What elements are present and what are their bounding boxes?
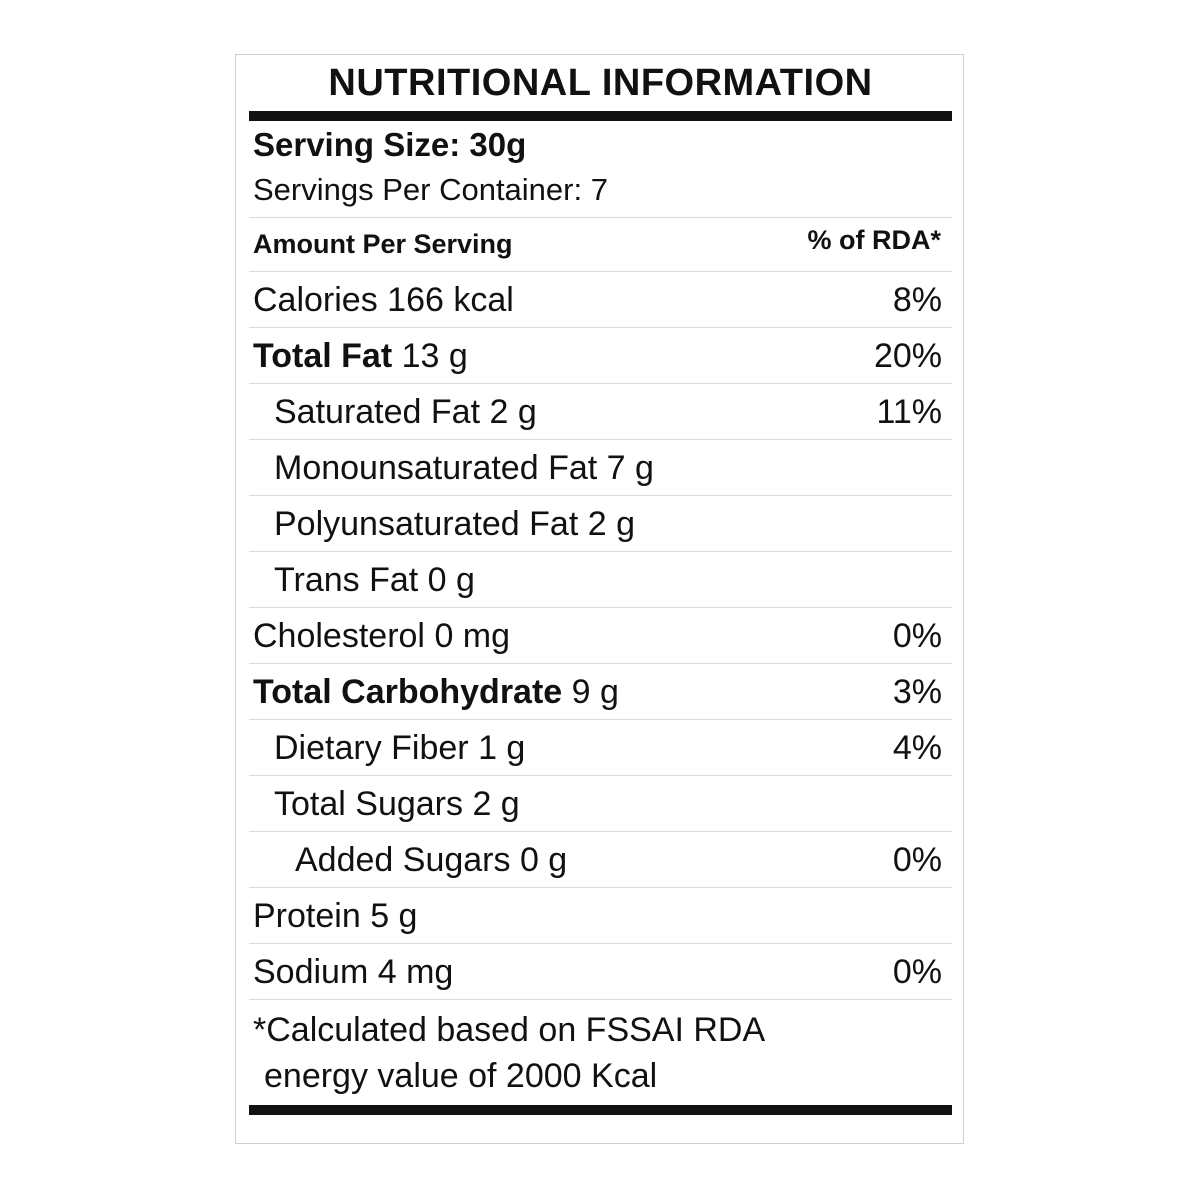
nutrient-rda: 0% <box>892 841 942 879</box>
nutrient-rda: 8% <box>892 281 942 319</box>
nutrient-rda: 0% <box>892 617 942 655</box>
nutrient-rows <box>249 272 952 1000</box>
nutrient-amount: 7 g <box>606 449 654 487</box>
nutrient-row-sodium <box>249 944 952 1000</box>
nutrition-label <box>235 54 964 1144</box>
rda-footnote <box>253 1007 765 1099</box>
nutrient-row-saturated-fat <box>249 384 952 440</box>
nutrient-name: Calories <box>253 281 378 319</box>
nutrient-amount: 4 mg <box>377 953 454 991</box>
nutrient-rda: 11% <box>876 393 942 431</box>
nutrient-name: Added Sugars <box>295 841 511 879</box>
nutrient-row-dietary-fiber <box>249 720 952 776</box>
nutrient-rda: 4% <box>892 729 942 767</box>
nutrient-rda: 3% <box>892 673 942 711</box>
nutrient-amount: 5 g <box>370 897 418 935</box>
nutrient-name: Total Sugars <box>274 785 463 823</box>
nutrient-name: Monounsaturated Fat <box>274 449 598 487</box>
nutrient-name: Saturated Fat <box>274 393 481 431</box>
nutrient-amount: 9 g <box>571 673 619 711</box>
nutrient-name: Total Carbohydrate <box>253 673 563 711</box>
nutrient-name: Total Fat <box>253 337 393 375</box>
nutrient-row-total-sugars <box>249 776 952 832</box>
label-title: NUTRITIONAL INFORMATION <box>328 62 873 104</box>
nutrient-row-total-carbohydrate <box>249 664 952 720</box>
nutrient-amount: 0 g <box>427 561 475 599</box>
bottom-thick-divider <box>249 1105 952 1115</box>
nutrient-name: Cholesterol <box>253 617 425 655</box>
footnote-line-2: energy value of 2000 Kcal <box>264 1057 658 1095</box>
nutrient-row-polyunsaturated-fat <box>249 496 952 552</box>
nutrient-row-trans-fat <box>249 552 952 608</box>
serving-size: Serving Size: 30g <box>253 126 527 163</box>
servings-per-container: Servings Per Container: 7 <box>253 172 608 207</box>
nutrient-amount: 2 g <box>587 505 636 543</box>
nutrient-amount: 2 g <box>489 393 537 431</box>
nutrient-amount: 1 g <box>478 729 526 767</box>
nutrient-rda: 0% <box>892 953 942 991</box>
nutrient-name: Protein <box>253 897 361 935</box>
nutrient-name: Sodium <box>253 953 369 991</box>
amount-per-serving-header: Amount Per Serving <box>253 229 513 259</box>
nutrient-name: Trans Fat <box>274 561 419 599</box>
nutrient-row-calories <box>249 272 952 328</box>
nutrient-amount: 13 g <box>401 337 468 375</box>
nutrient-amount: 2 g <box>472 785 520 823</box>
nutrient-rda: 20% <box>873 337 942 375</box>
nutrient-row-cholesterol <box>249 608 952 664</box>
nutrient-row-monounsaturated-fat <box>249 440 952 496</box>
nutrient-amount: 0 mg <box>434 617 511 655</box>
footnote-line-1: *Calculated based on FSSAI RDA <box>253 1011 766 1049</box>
nutrient-amount: 0 g <box>519 841 568 879</box>
top-thick-divider <box>249 111 952 121</box>
nutrient-amount: 166 kcal <box>387 281 514 319</box>
serving-divider <box>249 217 952 218</box>
nutrient-row-total-fat <box>249 328 952 384</box>
rda-header: % of RDA* <box>807 225 941 255</box>
nutrient-row-protein <box>249 888 952 944</box>
nutrient-name: Dietary Fiber <box>274 729 469 767</box>
nutrient-row-added-sugars <box>249 832 952 888</box>
nutrient-name: Polyunsaturated Fat <box>274 505 579 543</box>
